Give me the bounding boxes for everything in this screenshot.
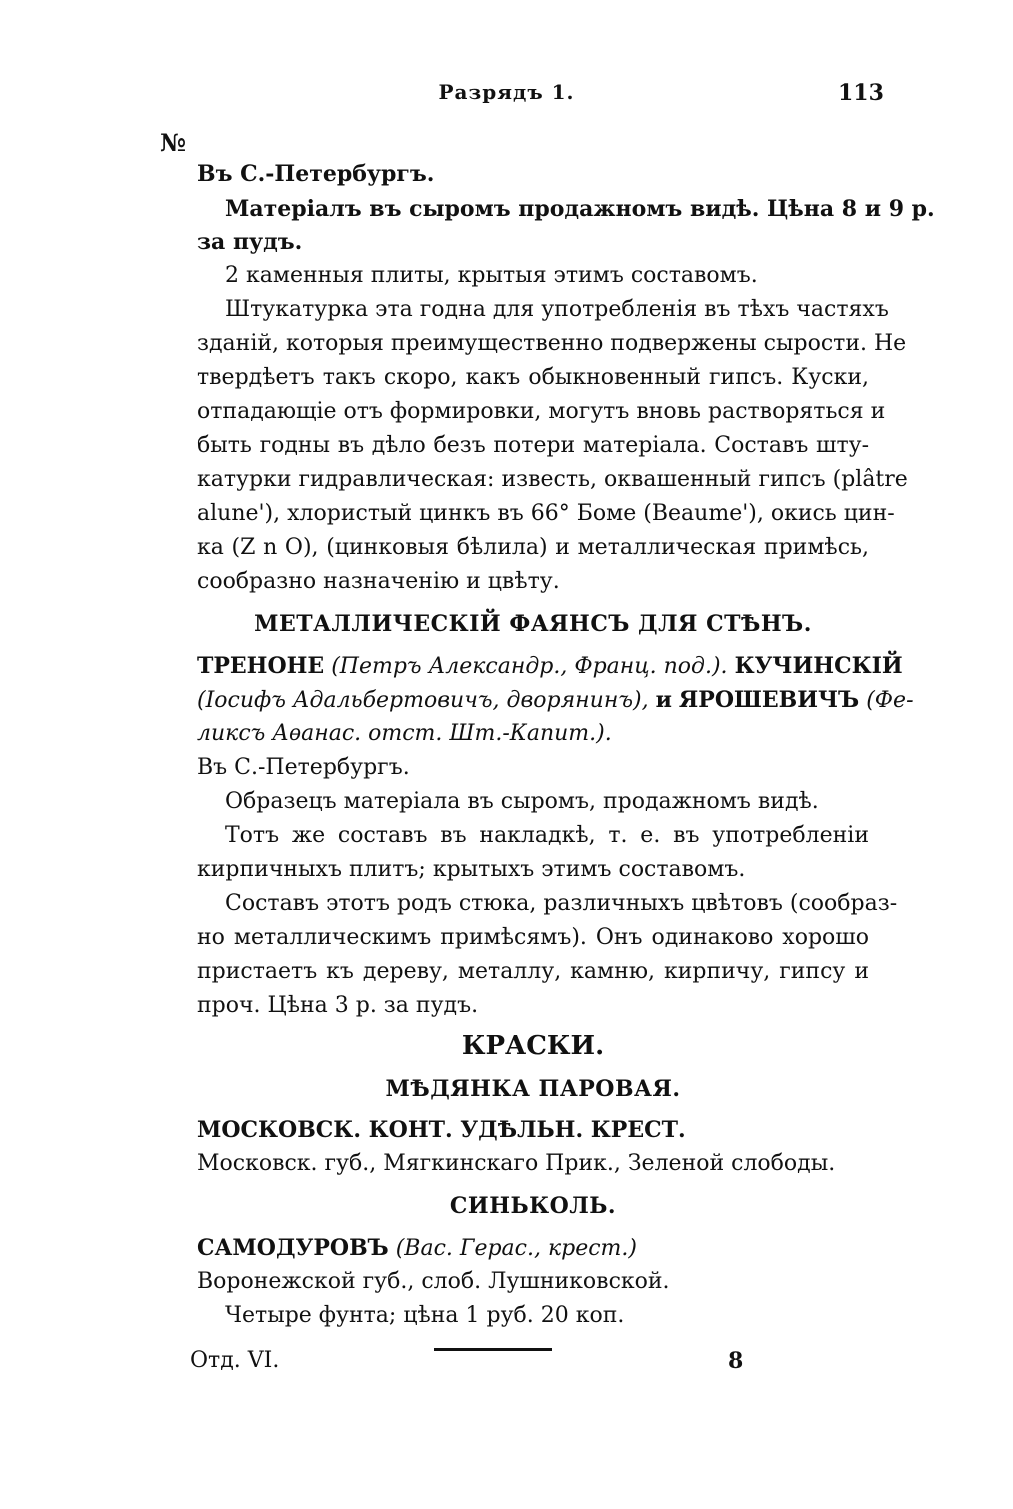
author-3-name: ЯРОШЕВИЧЪ: [678, 687, 860, 713]
entry1-para-1: Штукатурка эта годна для употребленія въ тѣхъ частяхъ: [225, 297, 889, 322]
author-3-info-part1: (Фе-: [866, 688, 914, 713]
sub2-location: Воронежской губ., слоб. Лушниковской.: [197, 1269, 670, 1294]
sub1-name: МОСКОВСК. КОНТ. УДѢЛЬН. КРЕСТ.: [197, 1117, 686, 1143]
sub1-title: МѢДЯНКА ПАРОВАЯ.: [385, 1076, 681, 1102]
footer-rule: [434, 1348, 552, 1351]
entry1-location: Въ С.-Петербургъ.: [197, 161, 435, 187]
sub2-line-1: Четыре фунта; цѣна 1 руб. 20 коп.: [225, 1303, 625, 1328]
entry1-para-6: катурки гидравлическая: известь, оквашенный гипсъ (plâtre: [197, 467, 908, 492]
section1-line-4: Составъ этотъ родъ стюка, различныхъ цвѣтовъ (сообраз-: [225, 891, 898, 916]
section1-authors-line-1: [197, 652, 903, 681]
author-1-name: ТРЕНОНЕ: [197, 653, 325, 679]
section1-line-6: пристаетъ къ дереву, металлу, камню, кирпичу, гипсу и: [197, 959, 869, 984]
entry1-para-2: зданій, которыя преимущественно подвержены сырости. Не: [197, 331, 907, 356]
sub2-title: СИНЬКОЛЬ.: [449, 1193, 617, 1219]
section1-line-2: Тотъ же составъ въ накладкѣ, т. е. въ употребленіи: [225, 823, 869, 848]
entry1-para-5: быть годны въ дѣло безъ потери матеріала. Составъ шту-: [197, 433, 869, 458]
entry1-para-4: отпадающіе отъ формировки, могутъ вновь растворяться и: [197, 399, 886, 424]
footer-section-label: Отд. VI.: [190, 1348, 280, 1373]
entry1-line-2: за пудъ.: [197, 229, 303, 255]
entry1-para-7: alune'), хлористый цинкъ въ 66° Боме (Beaume'), окись цин-: [197, 501, 895, 526]
section1-title: МЕТАЛЛИЧЕСКІЙ ФАЯНСЪ ДЛЯ СТѢНЪ.: [254, 611, 812, 637]
sub2-author-line: [197, 1234, 869, 1263]
section1-line-5: но металлическимъ примѣсямъ). Онъ одинаково хорошо: [197, 925, 869, 950]
author-3-info-part2: ликсъ Аѳанас. отст. Шт.-Капит.).: [197, 721, 612, 746]
sub1-location: Московск. губ., Мягкинскаго Прик., Зеленой слободы.: [197, 1151, 836, 1176]
page-number: 113: [838, 80, 884, 106]
entry1-para-9: сообразно назначенію и цвѣту.: [197, 569, 560, 594]
entry1-line-3: 2 каменныя плиты, крытыя этимъ составомъ.: [225, 263, 758, 288]
section1-line-3: кирпичныхъ плитъ; крытыхъ этимъ составомъ.: [197, 857, 746, 882]
signature-mark: 8: [728, 1348, 744, 1374]
section1-authors-line-2: [197, 686, 914, 715]
entry1-para-3: твердѣетъ такъ скоро, какъ обыкновенный гипсъ. Куски,: [197, 365, 869, 390]
section2-title: КРАСКИ.: [461, 1031, 605, 1061]
running-header: Разрядъ 1.: [438, 80, 575, 104]
number-mark: №: [160, 128, 187, 157]
author-2-name: КУЧИНСКІЙ: [734, 653, 903, 679]
section1-line-7: проч. Цѣна 3 р. за пудъ.: [197, 993, 479, 1018]
author-1-info: (Петръ Александр., Франц. под.).: [331, 654, 728, 679]
entry1-para-8: ка (Z n O), (цинковыя бѣлила) и металлическая примѣсь,: [197, 535, 869, 560]
author-2-info: (Іосифъ Адальбертовичъ, дворянинъ),: [197, 688, 649, 713]
entry1-line-1: Матеріалъ въ сыромъ продажномъ видѣ. Цѣна 8 и 9 р.: [225, 196, 935, 222]
conjunction: и: [655, 687, 672, 713]
sub2-info: (Вас. Герас., крест.): [395, 1236, 637, 1261]
sub2-name: САМОДУРОВЪ: [197, 1235, 389, 1261]
section1-location: Въ С.-Петербургъ.: [197, 755, 410, 780]
section1-line-1: Образецъ матеріала въ сыромъ, продажномъ видѣ.: [225, 789, 819, 814]
